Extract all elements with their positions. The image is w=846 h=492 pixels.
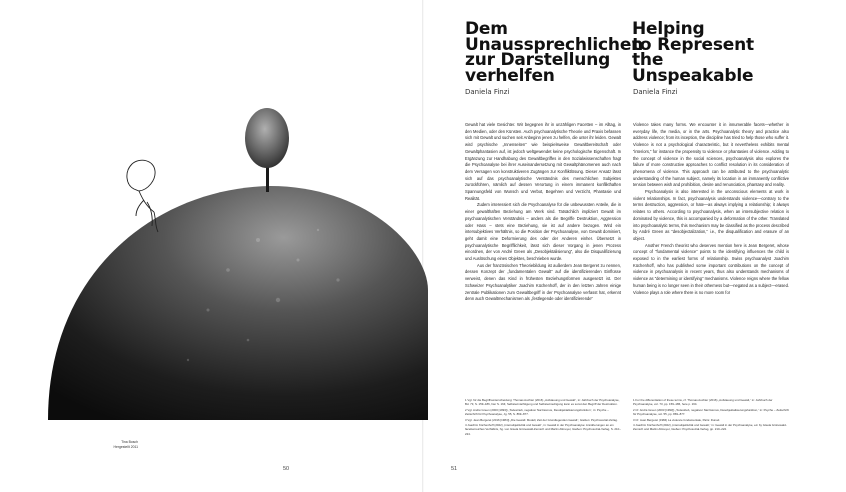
tree-crown (245, 108, 289, 168)
page-number-right: 51 (451, 466, 458, 472)
paragraph: Gewalt hat viele Gesichter. Wir begegnen ihr in unzähligen Facetten – im Alltag, in den Medien, oder den Künsten. Auch psychoanalytische Theorie und Praxis befassen sich mit Gewalt und suchen seit Anbeginn jenen zu helfen, die unter ihr leiden. Gewalt wird psychische „Innenseiten“ wie beispielsweise Gewaltbereitschaft oder Gewaltphantasien auf, ist jedoch weltgewendet keine psychologische Eigenschaft. In Ergänzung zur Handhabung des Gewaltbegriffes in den Sozialwissenschaften fragt die Psychoanalyse bei ihrer Auseinandersetzung mit Gewaltphänomenen auch nach dem Versagen von konstruktiveren Zugängen zur Konfliktlösung. Dieser Ansatz lässt sich auf das psychoanalytische Verständnis des menschlichen Subjektes zurückführen, nämlich auf dessen Verortung in einem immanent konflikthaften Spannungsfeld von Wunsch und Verbot, Begehren und Verzicht, Phantasie und Realität. (465, 122, 621, 201)
title-line: verhelfen (465, 65, 555, 86)
footnotes-german (465, 398, 621, 437)
title-line: Unaussprechlichen (465, 34, 644, 55)
body-text-english (633, 122, 789, 296)
dark-hill-shape (48, 186, 428, 420)
title-line: the (632, 50, 664, 70)
image-credit-detail: Hergestellt 2011 (113, 444, 138, 449)
paragraph: Another French theorist who deserves mention here is Jean Bergeret, whose concept of “fundamental violence” points to the identifying influences the child is exposed to in the earliest forms of relationship. Swiss psychoanalyst Joachim Küchenhoff, who has published some important contributions on the concept of violence in psychoanalysis in recent years, thus also understands mechanisms of violence as “determining or identifying” mechanisms. Violence reigns where the fellow human being is no longer seen in their otherness but—negated as a subject—erased. Violence plays a role where there is no more room for (633, 242, 789, 295)
title-line: Unspeakable (632, 65, 754, 86)
footnote: 2 Cf. André Green (2003 [1993]) „Todestrieb, negativer Narzissmus, Desobjektalisierungsfunktion,“ in: Psyche – Zeitschrift für Psychoanalyse, vol. 55, pp. 869–877. (633, 407, 789, 417)
footnote: 4 Joachim Küchenhoff (2022) „Intersubjektivität und Gewalt“, in: Gewalt in der Psychoanalyse: Annäherungen an ein facettenreiches Verhältnis, hg. von Gisela Grünewald-Zemsch und Martin Altmeyer, Gießen: Psychosozial-Verlag, S. 210–224. (465, 423, 621, 436)
hill-illustration (8, 60, 428, 465)
paragraph: Psychoanalysis is also interested in the unconscious elements at work in violent relationships. In fact, psychoanalysis understands violence—contrary to the terms destruction, aggression, or hate—as always implying a relationship; it always relates to others. According to psychoanalysis, when an intersubjective relation is dominated by violence, this is accompanied by a deformation of the other. Translated into psychoanalytic terms, this mechanism may be classified as the process described by André Green as “desobjectalization,” i.e., the disqualification and erasure of an object. (633, 189, 789, 241)
title-line: to Represent (632, 34, 754, 55)
paragraph: Zudem interessiert sich die Psychoanalyse für die unbewussten Anteile, die in einer gewalthaften Beziehung am Werk sind. Tatsächlich impliziert Gewalt im psychoanalytischen Verständnis – anders als die Begriffe Destruktion, Aggression oder Hass – stets eine Beziehung, sie ist auf andere bezogen. Wird ein intersubjektives Verhältnis, so die Position der Psychoanalyse, von Gewalt dominiert, geht damit eine Deformierung des oder der Anderen einher. Übersetzt in psychoanalytische Begrifflichkeit, lässt sich dieser Vorgang in jenen Prozess einordnen, der von André Green als „Desobjektalisierung“, also die Disqualifizierung und Auslöschung eines Objektes, beschrieben wurde. (465, 202, 621, 262)
footnote: 2 Vgl. André Green (2003 [1993]) „Todestrieb, negativer Narzissmus, Desobjektalisierungsfunktion“, in: Psyche – Zeitschrift für Psychoanalyse, Jg. 55, S. 869–877. (465, 407, 609, 417)
footnote: 3 Vgl. Jean Bergeret (2016 [1984]) „Die Gewalt: Modell, Zeit der Grundlegenden Gewalt“, Gießen: Psychosozial-Verlag. (465, 417, 618, 422)
footnote: 3 Cf. Jean Bergeret (1984) La violence fondamentale, Paris: Dunod. (633, 417, 721, 422)
author-german: Daniela Finzi (465, 88, 510, 96)
body-text-german (465, 122, 621, 303)
page-number-left: 50 (283, 466, 290, 472)
paragraph: Aus der französischen Theoriebildung ist außerdem Jean Bergeret zu nennen, dessen Konzept der „fundamentalen Gewalt“ auf die identifizierenden Einflüsse verweist, denen das Kind in frühesten Beziehungsformen ausgesetzt ist. Der Schweizer Psychoanalytiker Joachim Küchenhoff, der in den letzten Jahren einige zentrale Publikationen zum Gewaltbegriff in der Psychoanalyse verfasst hat, erkennt denn auch Gewaltmechanismen als „festlegende oder identifizierende“ (465, 262, 621, 302)
title-line: zur Darstellung (465, 50, 611, 70)
title-english (632, 19, 782, 86)
paragraph: Violence takes many forms. We encounter it in innumerable facets—whether in everyday life, the media, or in the arts. Psychoanalytic theory and practice also address violence; from its inception, the discipline has tried to help those who suffer it. Violence is not a psychological characteristic, but it nevertheless exhibits mental “interiors,” for instance the propensity to violence or phantasies of violence. Adding to the concept of violence in the social sciences, psychoanalysis also explores the failure of more constructive approaches to conflict resolution in its consideration of phenomena of violence. This approach can be attributed to the psychoanalytic understanding of the human subject, namely its location in an immanently conflictive tension between wish and prohibition, desire and renunciation, phantasy and reality. (633, 122, 789, 188)
image-credit-artist: Tina Bosch (121, 440, 138, 444)
title-german (465, 19, 644, 86)
image-credit (104, 440, 138, 449)
footnote: 1 Vgl. für die Begriffsunterscheidung: Thomas Auchter (2016) „Aufstauung und Gewalt“, in: Jahrbuch der Psychoanalyse, Bd. 73, S. 159–186, hier S. 164; Selbstermächtigung und Selbsterniedrigung kann es sonst den Begriff der Destruktion. (465, 398, 620, 407)
footnote: 1 For the differentiation of these terms, cf. Thomas Auchter (2016) „Aufstauung und Gewalt,“ in: Jahrbuch der Psychoanalyse, vol. 73, pp. 159–186, here p. 164. (633, 398, 773, 407)
author-english: Daniela Finzi (633, 88, 678, 96)
footnotes-english (633, 398, 789, 433)
title-line: Helping (632, 19, 705, 39)
footnote: 4 Joachim Küchenhoff (2022) „Intersubjektivität und Gewalt,“ in: Gewalt in der Psychoanalyse, ed. by Gisela Grünewald-Zemsch and Martin Altmeyer, Gießen: Psychosozial-Verlag, pp. 210–224. (633, 423, 787, 432)
title-line: Dem (465, 19, 508, 39)
